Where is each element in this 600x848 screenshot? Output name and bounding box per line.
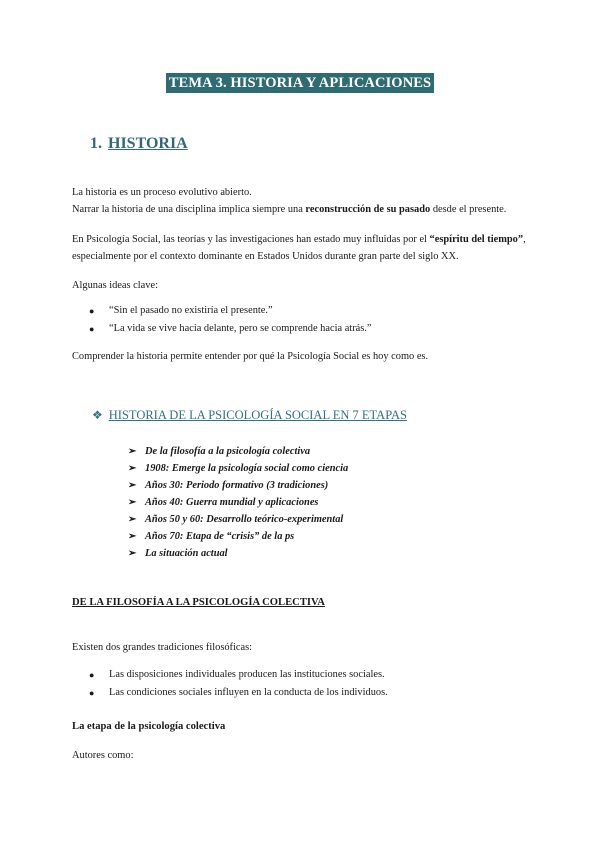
stage-item [128, 528, 348, 545]
intro-line-2-post: desde el presente. [430, 204, 507, 215]
context-bold: “espíritu del tiempo” [429, 234, 524, 245]
intro-paragraph [72, 184, 542, 218]
comprehension-paragraph: Comprender la historia permite entender por qué la Psicología Social es hoy como es. [72, 351, 429, 362]
bullet-dot-icon: ● [89, 688, 95, 698]
collective-heading: La etapa de la psicología colectiva [72, 721, 226, 732]
stage-text: De la filosofía a la psicología colectiva [145, 446, 311, 457]
context-post: , especialmente por el contexto dominante en Estados Unidos durante gran parte del siglo XX. [72, 234, 526, 262]
list-item-text: “Sin el pasado no existiría el presente.” [109, 305, 273, 316]
list-item [72, 302, 532, 320]
intro-line-2 [72, 201, 542, 218]
stages-heading [92, 408, 407, 423]
arrow-bullet-icon: ➢ [128, 463, 137, 474]
context-paragraph [72, 231, 534, 265]
section-label: HISTORIA [108, 135, 188, 152]
arrow-bullet-icon: ➢ [128, 446, 137, 457]
stage-text: Años 30: Periodo formativo (3 tradiciones) [145, 480, 329, 491]
intro-line-2-pre: Narrar la historia de una disciplina implica siempre una [72, 204, 306, 215]
authors-label: Autores como: [72, 750, 134, 761]
stage-text: Años 50 y 60: Desarrollo teórico-experimental [145, 514, 344, 525]
stage-text: Años 40: Guerra mundial y aplicaciones [145, 497, 319, 508]
traditions-list [72, 666, 532, 702]
list-item [72, 666, 532, 684]
stage-item [128, 511, 348, 528]
list-item [72, 320, 532, 338]
stage-item [128, 545, 348, 562]
arrow-bullet-icon: ➢ [128, 531, 137, 542]
stage-item [128, 460, 348, 477]
bullet-dot-icon: ● [89, 306, 95, 316]
section-heading-historia [90, 135, 188, 153]
bullet-dot-icon: ● [89, 670, 95, 680]
stage-text: 1908: Emerge la psicología social como ciencia [145, 463, 349, 474]
diamond-bullet-icon: ❖ [92, 408, 103, 422]
arrow-bullet-icon: ➢ [128, 548, 137, 559]
stage-text: Años 70: Etapa de “crisis” de la ps [145, 531, 295, 542]
stages-heading-label: HISTORIA DE LA PSICOLOGÍA SOCIAL EN 7 ETAPAS [108, 408, 407, 422]
intro-line-1: La historia es un proceso evolutivo abierto. [72, 187, 252, 198]
traditions-label: Existen dos grandes tradiciones filosóficas: [72, 642, 253, 653]
arrow-bullet-icon: ➢ [128, 480, 137, 491]
stage-item [128, 477, 348, 494]
list-item-text: “La vida se vive hacia delante, pero se comprende hacia atrás.” [109, 323, 372, 334]
section-number: 1. [90, 135, 102, 152]
arrow-bullet-icon: ➢ [128, 497, 137, 508]
intro-line-2-bold: reconstrucción de su pasado [305, 204, 431, 215]
document-title: TEMA 3. HISTORIA Y APLICACIONES [166, 73, 434, 93]
stages-list [128, 443, 348, 562]
arrow-bullet-icon: ➢ [128, 514, 137, 525]
bullet-dot-icon: ● [89, 324, 95, 334]
ideas-list [72, 302, 532, 338]
list-item-text: Las disposiciones individuales producen las instituciones sociales. [109, 669, 385, 680]
title-wrap [0, 73, 600, 93]
stage-text: La situación actual [145, 548, 228, 559]
context-pre: En Psicología Social, las teorías y las investigaciones han estado muy influidas por el [72, 234, 430, 245]
ideas-label: Algunas ideas clave: [72, 280, 158, 291]
stage-item [128, 494, 348, 511]
subsection-heading: DE LA FILOSOFÍA A LA PSICOLOGÍA COLECTIVA [72, 597, 325, 608]
list-item-text: Las condiciones sociales influyen en la conducta de los individuos. [109, 687, 388, 698]
list-item [72, 684, 532, 702]
stage-item [128, 443, 348, 460]
